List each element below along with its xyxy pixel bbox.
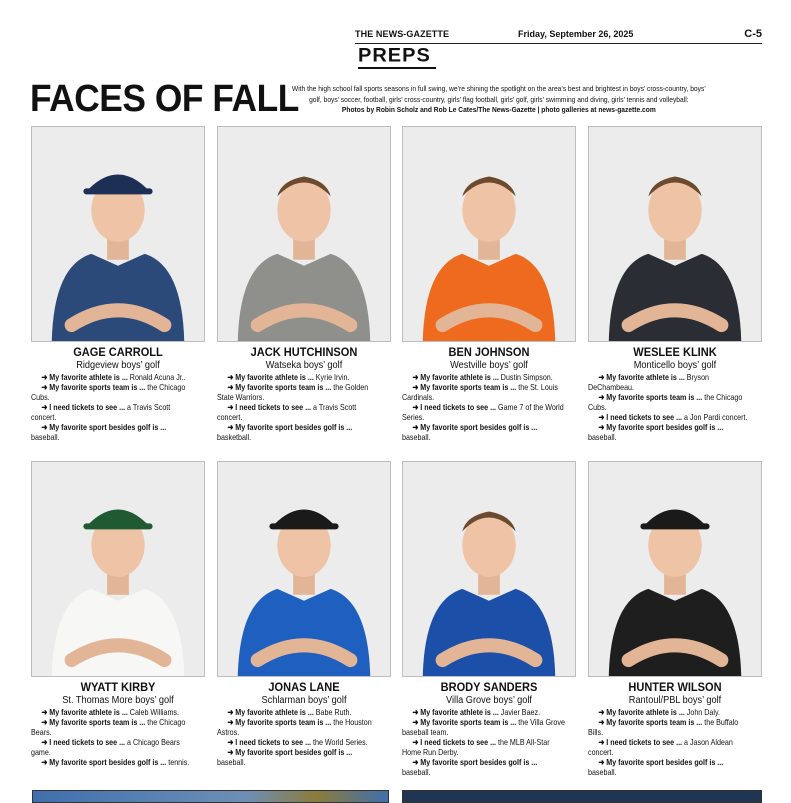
arrow-icon: ➜ [227, 747, 236, 757]
player-team: Rantoul/PBL boys’ golf [628, 695, 722, 706]
qa-tickets: ➜ I need tickets to see ... a Chicago Bears game. [31, 737, 180, 757]
qa-team: ➜ My favorite sports team is ... the Houston Astros. [217, 717, 372, 737]
qa-athlete: ➜ My favorite athlete is ... Kyrie Irvin. [227, 372, 350, 382]
player-qa [31, 372, 194, 442]
arrow-icon: ➜ [227, 372, 236, 382]
arrow-icon: ➜ [598, 717, 607, 727]
qa-tickets: ➜ I need tickets to see ... the World Series. [227, 737, 368, 747]
arrow-icon: ➜ [41, 717, 50, 727]
player-name: WESLEE KLINK [633, 345, 717, 359]
arrow-icon: ➜ [598, 412, 607, 422]
player-photo [217, 126, 391, 342]
player-name: JONAS LANE [268, 680, 340, 694]
player-photo [31, 126, 205, 342]
issue-date: Friday, September 26, 2025 [518, 29, 634, 39]
arrow-icon: ➜ [412, 372, 421, 382]
player-name: GAGE CARROLL [73, 345, 163, 359]
qa-team: ➜ My favorite sports team is ... the Chicago Bears. [31, 717, 186, 737]
player-photo [217, 461, 391, 677]
player-photo [588, 126, 762, 342]
player-team: Monticello boys’ golf [633, 360, 717, 371]
qa-athlete: ➜ My favorite athlete is ... Bryson DeChambeau. [588, 372, 710, 392]
qa-sport: ➜ My favorite sport besides golf is ... tennis. [41, 757, 190, 767]
bottom-photo-left [32, 790, 389, 803]
qa-sport: ➜ My favorite sport besides golf is ... baseball. [588, 757, 724, 777]
player-photo [402, 461, 576, 677]
arrow-icon: ➜ [412, 737, 421, 747]
qa-athlete: ➜ My favorite athlete is ... Ronald Acuna Jr.. [41, 372, 186, 382]
arrow-icon: ➜ [412, 757, 421, 767]
arrow-icon: ➜ [41, 737, 50, 747]
intro-body: With the high school fall sports seasons in full swing, we’re shining the spotlight on the area’s best and brightest in boys’ cross-country, boys’ golf, boys’ soccer, football, girls’ cross-country, girls’ flag football, girls’ golf, girls’ swimming and diving, girls’ tennis and volleyball: [291, 85, 706, 104]
arrow-icon: ➜ [41, 402, 50, 412]
player-name: BRODY SANDERS [440, 680, 538, 694]
qa-sport: ➜ My favorite sport besides golf is ... baseball. [402, 422, 538, 442]
player-photo [402, 126, 576, 342]
arrow-icon: ➜ [412, 402, 421, 412]
photo-credit: Photos by Robin Scholz and Rob Le Cates/The News-Gazette | photo galleries at news-gazette.com [341, 106, 656, 114]
player-portrait-icon [218, 462, 390, 676]
arrow-icon: ➜ [598, 392, 607, 402]
qa-athlete: ➜ My favorite athlete is ... Dustin Simpson. [412, 372, 553, 382]
page-number: C-5 [744, 28, 762, 40]
arrow-icon: ➜ [41, 382, 50, 392]
player-team: Westville boys’ golf [450, 360, 528, 371]
arrow-icon: ➜ [412, 717, 421, 727]
arrow-icon: ➜ [227, 737, 236, 747]
qa-sport: ➜ My favorite sport besides golf is ... baseball. [588, 422, 724, 442]
player-qa [402, 707, 565, 777]
player-photo [31, 461, 205, 677]
player-portrait-icon [218, 127, 390, 341]
intro-text [285, 84, 713, 116]
qa-team: ➜ My favorite sports team is ... the Chicago Cubs. [31, 382, 186, 402]
player-name: WYATT KIRBY [80, 680, 156, 694]
player-team: Watseka boys’ golf [265, 360, 343, 371]
qa-athlete: ➜ My favorite athlete is ... Caleb Williams. [41, 707, 179, 717]
arrow-icon: ➜ [412, 382, 421, 392]
arrow-icon: ➜ [412, 422, 421, 432]
arrow-icon: ➜ [598, 737, 607, 747]
player-team: Ridgeview boys’ golf [76, 360, 160, 371]
arrow-icon: ➜ [227, 382, 236, 392]
player-qa [588, 372, 751, 442]
qa-tickets: ➜ I need tickets to see ... a Jon Pardi concert. [598, 412, 748, 422]
player-team: St. Thomas More boys’ golf [62, 695, 174, 706]
player-team: Schlarman boys’ golf [261, 695, 347, 706]
player-name: HUNTER WILSON [628, 680, 722, 694]
section-title: PREPS [358, 45, 431, 67]
qa-team: ➜ My favorite sports team is ... the Buffalo Bills. [588, 717, 739, 737]
arrow-icon: ➜ [227, 402, 236, 412]
player-qa [588, 707, 751, 777]
arrow-icon: ➜ [598, 422, 607, 432]
qa-sport: ➜ My favorite sport besides golf is ... baseball. [402, 757, 538, 777]
qa-athlete: ➜ My favorite athlete is ... John Daly. [598, 707, 720, 717]
player-portrait-icon [589, 462, 761, 676]
qa-tickets: ➜ I need tickets to see ... the MLB All-Star Home Run Derby. [402, 737, 550, 757]
page-headline: FACES OF FALL [30, 78, 299, 120]
player-qa [217, 707, 380, 767]
qa-athlete: ➜ My favorite athlete is ... Javier Baez. [412, 707, 541, 717]
arrow-icon: ➜ [598, 372, 607, 382]
arrow-icon: ➜ [41, 372, 50, 382]
player-portrait-icon [589, 127, 761, 341]
player-portrait-icon [32, 462, 204, 676]
bottom-photo-right [402, 790, 762, 803]
qa-team: ➜ My favorite sports team is ... the Golden State Warriors. [217, 382, 369, 402]
qa-team: ➜ My favorite sports team is ... the Chicago Cubs. [588, 392, 743, 412]
player-name: BEN JOHNSON [448, 345, 530, 359]
qa-athlete: ➜ My favorite athlete is ... Babe Ruth. [227, 707, 352, 717]
qa-sport: ➜ My favorite sport besides golf is ... basketball. [217, 422, 353, 442]
masthead-rule [355, 43, 762, 44]
qa-tickets: ➜ I need tickets to see ... a Travis Scott concert. [217, 402, 357, 422]
section-underline [358, 67, 436, 69]
qa-team: ➜ My favorite sports team is ... the St. Louis Cardinals. [402, 382, 558, 402]
arrow-icon: ➜ [598, 757, 607, 767]
arrow-icon: ➜ [227, 422, 236, 432]
qa-sport: ➜ My favorite sport besides golf is ... baseball. [217, 747, 353, 767]
player-qa [217, 372, 380, 442]
player-portrait-icon [32, 127, 204, 341]
arrow-icon: ➜ [227, 717, 236, 727]
arrow-icon: ➜ [412, 707, 421, 717]
player-photo [588, 461, 762, 677]
player-qa [31, 707, 194, 767]
qa-tickets: ➜ I need tickets to see ... a Travis Scott concert. [31, 402, 171, 422]
player-qa [402, 372, 565, 442]
player-team: Villa Grove boys’ golf [446, 695, 532, 706]
arrow-icon: ➜ [41, 422, 50, 432]
qa-tickets: ➜ I need tickets to see ... a Jason Aldean concert. [588, 737, 733, 757]
player-portrait-icon [403, 462, 575, 676]
paper-name: THE NEWS-GAZETTE [355, 29, 450, 39]
qa-tickets: ➜ I need tickets to see ... Game 7 of the World Series. [402, 402, 564, 422]
qa-team: ➜ My favorite sports team is ... the Villa Grove baseball team. [402, 717, 565, 737]
arrow-icon: ➜ [41, 757, 50, 767]
arrow-icon: ➜ [227, 707, 236, 717]
arrow-icon: ➜ [598, 707, 607, 717]
arrow-icon: ➜ [41, 707, 50, 717]
player-portrait-icon [403, 127, 575, 341]
player-name: JACK HUTCHINSON [250, 345, 358, 359]
qa-sport: ➜ My favorite sport besides golf is ... baseball. [31, 422, 167, 442]
